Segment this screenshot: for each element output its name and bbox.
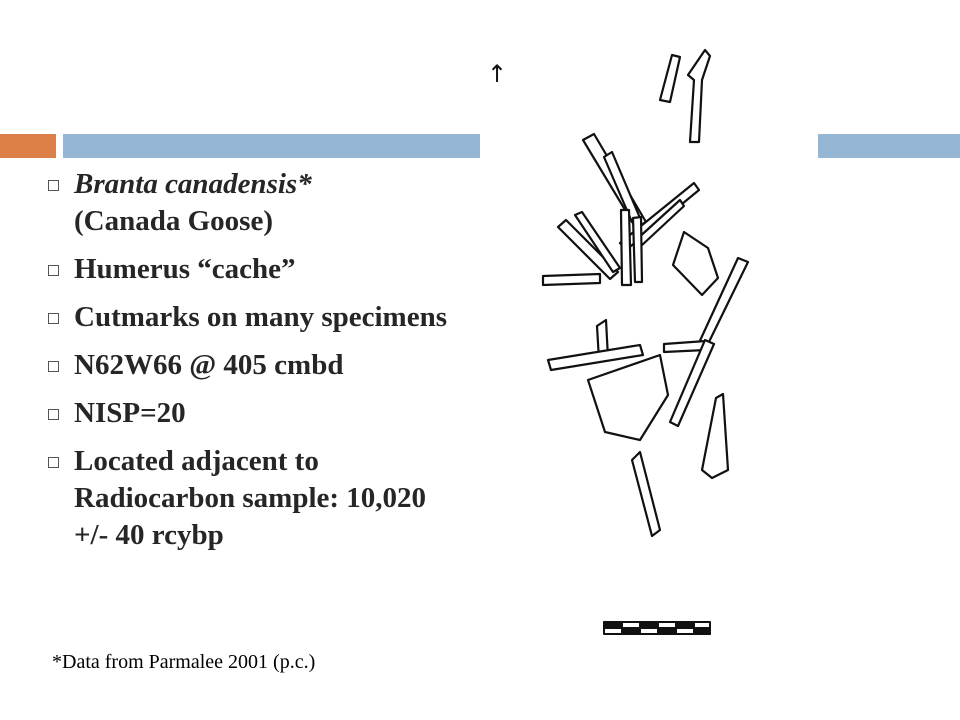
bullet-nisp	[44, 395, 464, 432]
square-bullet-icon	[48, 180, 59, 191]
square-bullet-icon	[48, 409, 59, 420]
square-bullet-icon	[48, 361, 59, 372]
bullet-radiocarbon	[44, 443, 464, 554]
bone-plate-fragment	[673, 232, 718, 295]
bullet-species	[44, 166, 464, 240]
bullet-text: N62W66 @ 405 cmbd	[74, 349, 344, 381]
bullet-humerus	[44, 251, 464, 288]
bone-right-shard	[702, 394, 728, 478]
bullet-text: Humerus “cache”	[74, 253, 296, 285]
bone-large-plate	[588, 355, 668, 440]
bullet-provenience	[44, 347, 464, 384]
bone-top-right	[688, 50, 710, 142]
bone-horizontal-left	[543, 274, 600, 285]
bullet-text: Located adjacent to Radiocarbon sample: 10,020 +/- 40 rcybp	[74, 445, 427, 551]
bone-cache-drawing	[480, 36, 780, 656]
bone-top-left	[660, 55, 680, 102]
north-arrow-icon: ↑	[487, 60, 508, 88]
bullet-text: Cutmarks on many specimens	[74, 301, 447, 333]
bone-vertical-1	[621, 210, 631, 285]
square-bullet-icon	[48, 265, 59, 276]
scale-bar	[604, 622, 710, 634]
accent-bar-blue-right	[818, 134, 960, 158]
footnote: *Data from Parmalee 2001 (p.c.)	[52, 651, 316, 673]
square-bullet-icon	[48, 313, 59, 324]
accent-bar-orange	[0, 134, 56, 158]
bone-vertical-2	[633, 217, 642, 282]
accent-bar-blue-left	[63, 134, 480, 158]
bullet-list	[44, 166, 464, 565]
bullet-text: NISP=20	[74, 397, 186, 429]
species-name: Branta canadensis*	[74, 168, 312, 200]
bone-lower-curved	[632, 452, 660, 536]
bullet-cutmarks	[44, 299, 464, 336]
bone-right-diagonal	[670, 340, 714, 426]
square-bullet-icon	[48, 457, 59, 468]
species-common-name: (Canada Goose)	[74, 205, 273, 237]
